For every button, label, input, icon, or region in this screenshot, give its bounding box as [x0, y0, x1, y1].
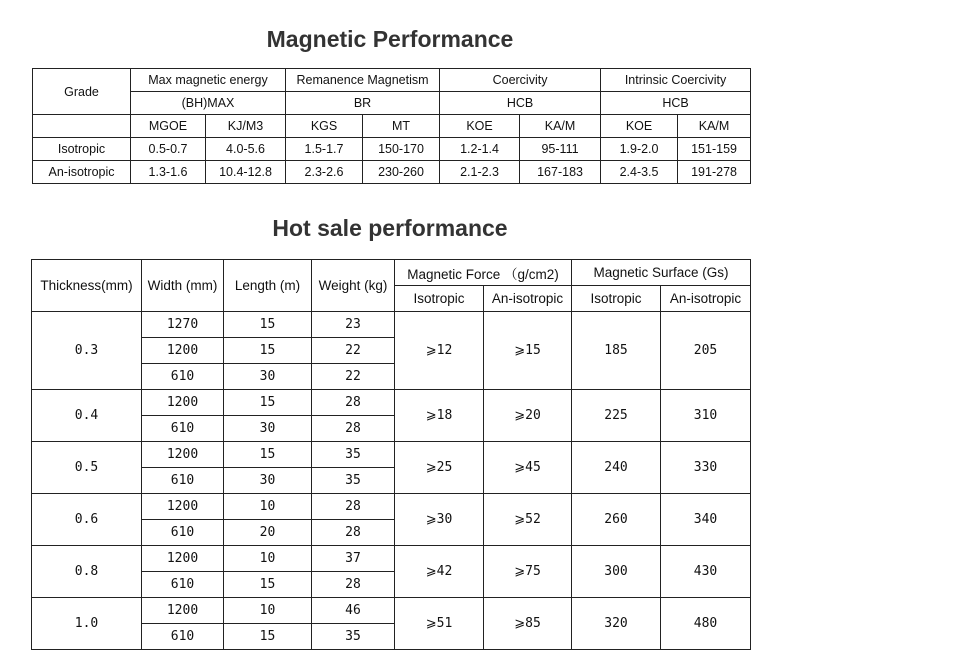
magnetic-force-header: Magnetic Force （g/cm2)	[395, 260, 572, 286]
grade-cell: Isotropic	[33, 138, 131, 161]
unit-cell: MGOE	[131, 115, 206, 138]
value-cell: 95-111	[520, 138, 601, 161]
force-anisotropic-cell: ⩾52	[484, 494, 572, 546]
length-cell: 15	[224, 312, 312, 338]
length-cell: 20	[224, 520, 312, 546]
weight-cell: 28	[312, 390, 395, 416]
length-cell: 30	[224, 416, 312, 442]
table-row	[32, 546, 751, 572]
surface-isotropic-cell: 185	[572, 312, 661, 390]
value-cell: 1.9-2.0	[601, 138, 678, 161]
group-symbol: HCB	[601, 92, 751, 115]
surface-isotropic-cell: 320	[572, 598, 661, 650]
group-name: Remanence Magnetism	[286, 69, 440, 92]
surface-isotropic-cell: 240	[572, 442, 661, 494]
length-cell: 15	[224, 390, 312, 416]
width-cell: 1200	[142, 598, 224, 624]
width-cell: 1270	[142, 312, 224, 338]
force-anisotropic-cell: ⩾20	[484, 390, 572, 442]
unit-cell: MT	[363, 115, 440, 138]
group-symbol: HCB	[440, 92, 601, 115]
value-cell: 151-159	[678, 138, 751, 161]
weight-cell: 37	[312, 546, 395, 572]
force-anisotropic-cell: ⩾45	[484, 442, 572, 494]
force-isotropic-cell: ⩾18	[395, 390, 484, 442]
hot-sale-title: Hot sale performance	[272, 215, 508, 241]
table-row	[32, 442, 751, 468]
thickness-cell: 0.4	[32, 390, 142, 442]
width-cell: 1200	[142, 494, 224, 520]
surface-anisotropic-cell: 340	[661, 494, 751, 546]
magnetic-surface-header: Magnetic Surface (Gs)	[572, 260, 751, 286]
unit-cell: KA/M	[678, 115, 751, 138]
length-cell: 10	[224, 598, 312, 624]
weight-cell: 22	[312, 338, 395, 364]
force-isotropic-cell: ⩾51	[395, 598, 484, 650]
group-name: Coercivity	[440, 69, 601, 92]
table-row	[32, 390, 751, 416]
value-cell: 2.4-3.5	[601, 161, 678, 184]
value-cell: 2.3-2.6	[286, 161, 363, 184]
length-cell: 15	[224, 572, 312, 598]
width-cell: 610	[142, 364, 224, 390]
weight-cell: 35	[312, 442, 395, 468]
weight-cell: 28	[312, 416, 395, 442]
weight-cell: 22	[312, 364, 395, 390]
surface-isotropic-header: Isotropic	[572, 286, 661, 312]
width-cell: 1200	[142, 442, 224, 468]
value-cell: 10.4-12.8	[206, 161, 286, 184]
width-cell: 1200	[142, 390, 224, 416]
group-name: Intrinsic Coercivity	[601, 69, 751, 92]
force-anisotropic-cell: ⩾15	[484, 312, 572, 390]
width-cell: 610	[142, 416, 224, 442]
thickness-cell: 0.6	[32, 494, 142, 546]
magnetic-performance-table	[32, 68, 751, 184]
table-row	[32, 494, 751, 520]
width-header: Width (mm)	[142, 260, 224, 312]
force-isotropic-header: Isotropic	[395, 286, 484, 312]
surface-isotropic-cell: 260	[572, 494, 661, 546]
length-cell: 10	[224, 494, 312, 520]
width-cell: 610	[142, 624, 224, 650]
value-cell: 0.5-0.7	[131, 138, 206, 161]
weight-cell: 28	[312, 520, 395, 546]
surface-anisotropic-cell: 205	[661, 312, 751, 390]
group-name: Max magnetic energy	[131, 69, 286, 92]
thickness-header: Thickness(mm)	[32, 260, 142, 312]
length-cell: 30	[224, 468, 312, 494]
surface-anisotropic-cell: 310	[661, 390, 751, 442]
value-cell: 4.0-5.6	[206, 138, 286, 161]
weight-cell: 23	[312, 312, 395, 338]
value-cell: 1.3-1.6	[131, 161, 206, 184]
value-cell: 1.2-1.4	[440, 138, 520, 161]
table-row	[32, 312, 751, 338]
weight-header: Weight (kg)	[312, 260, 395, 312]
thickness-cell: 0.3	[32, 312, 142, 390]
thickness-cell: 0.8	[32, 546, 142, 598]
weight-cell: 28	[312, 572, 395, 598]
value-cell: 2.1-2.3	[440, 161, 520, 184]
weight-cell: 46	[312, 598, 395, 624]
value-cell: 1.5-1.7	[286, 138, 363, 161]
surface-anisotropic-cell: 430	[661, 546, 751, 598]
width-cell: 610	[142, 572, 224, 598]
grade-header: Grade	[33, 69, 131, 115]
length-header: Length (m)	[224, 260, 312, 312]
unit-cell: KOE	[601, 115, 678, 138]
force-anisotropic-cell: ⩾85	[484, 598, 572, 650]
group-symbol: BR	[286, 92, 440, 115]
force-isotropic-cell: ⩾12	[395, 312, 484, 390]
surface-isotropic-cell: 300	[572, 546, 661, 598]
value-cell: 191-278	[678, 161, 751, 184]
width-cell: 610	[142, 468, 224, 494]
unit-cell: KGS	[286, 115, 363, 138]
unit-cell: KA/M	[520, 115, 601, 138]
value-cell: 167-183	[520, 161, 601, 184]
thickness-cell: 1.0	[32, 598, 142, 650]
surface-anisotropic-cell: 480	[661, 598, 751, 650]
table-row	[33, 161, 751, 184]
length-cell: 30	[224, 364, 312, 390]
weight-cell: 35	[312, 624, 395, 650]
force-isotropic-cell: ⩾42	[395, 546, 484, 598]
table-row	[32, 598, 751, 624]
grade-unit-blank	[33, 115, 131, 138]
weight-cell: 28	[312, 494, 395, 520]
force-anisotropic-cell: ⩾75	[484, 546, 572, 598]
length-cell: 15	[224, 442, 312, 468]
width-cell: 610	[142, 520, 224, 546]
value-cell: 230-260	[363, 161, 440, 184]
thickness-cell: 0.5	[32, 442, 142, 494]
unit-cell: KJ/M3	[206, 115, 286, 138]
magnetic-performance-title: Magnetic Performance	[266, 26, 514, 52]
force-isotropic-cell: ⩾25	[395, 442, 484, 494]
length-cell: 10	[224, 546, 312, 572]
grade-cell: An-isotropic	[33, 161, 131, 184]
surface-anisotropic-cell: 330	[661, 442, 751, 494]
surface-anisotropic-header: An-isotropic	[661, 286, 751, 312]
length-cell: 15	[224, 338, 312, 364]
force-isotropic-cell: ⩾30	[395, 494, 484, 546]
length-cell: 15	[224, 624, 312, 650]
width-cell: 1200	[142, 546, 224, 572]
weight-cell: 35	[312, 468, 395, 494]
force-anisotropic-header: An-isotropic	[484, 286, 572, 312]
group-symbol: (BH)MAX	[131, 92, 286, 115]
value-cell: 150-170	[363, 138, 440, 161]
width-cell: 1200	[142, 338, 224, 364]
unit-cell: KOE	[440, 115, 520, 138]
table-row	[33, 138, 751, 161]
hot-sale-table	[31, 259, 751, 650]
surface-isotropic-cell: 225	[572, 390, 661, 442]
